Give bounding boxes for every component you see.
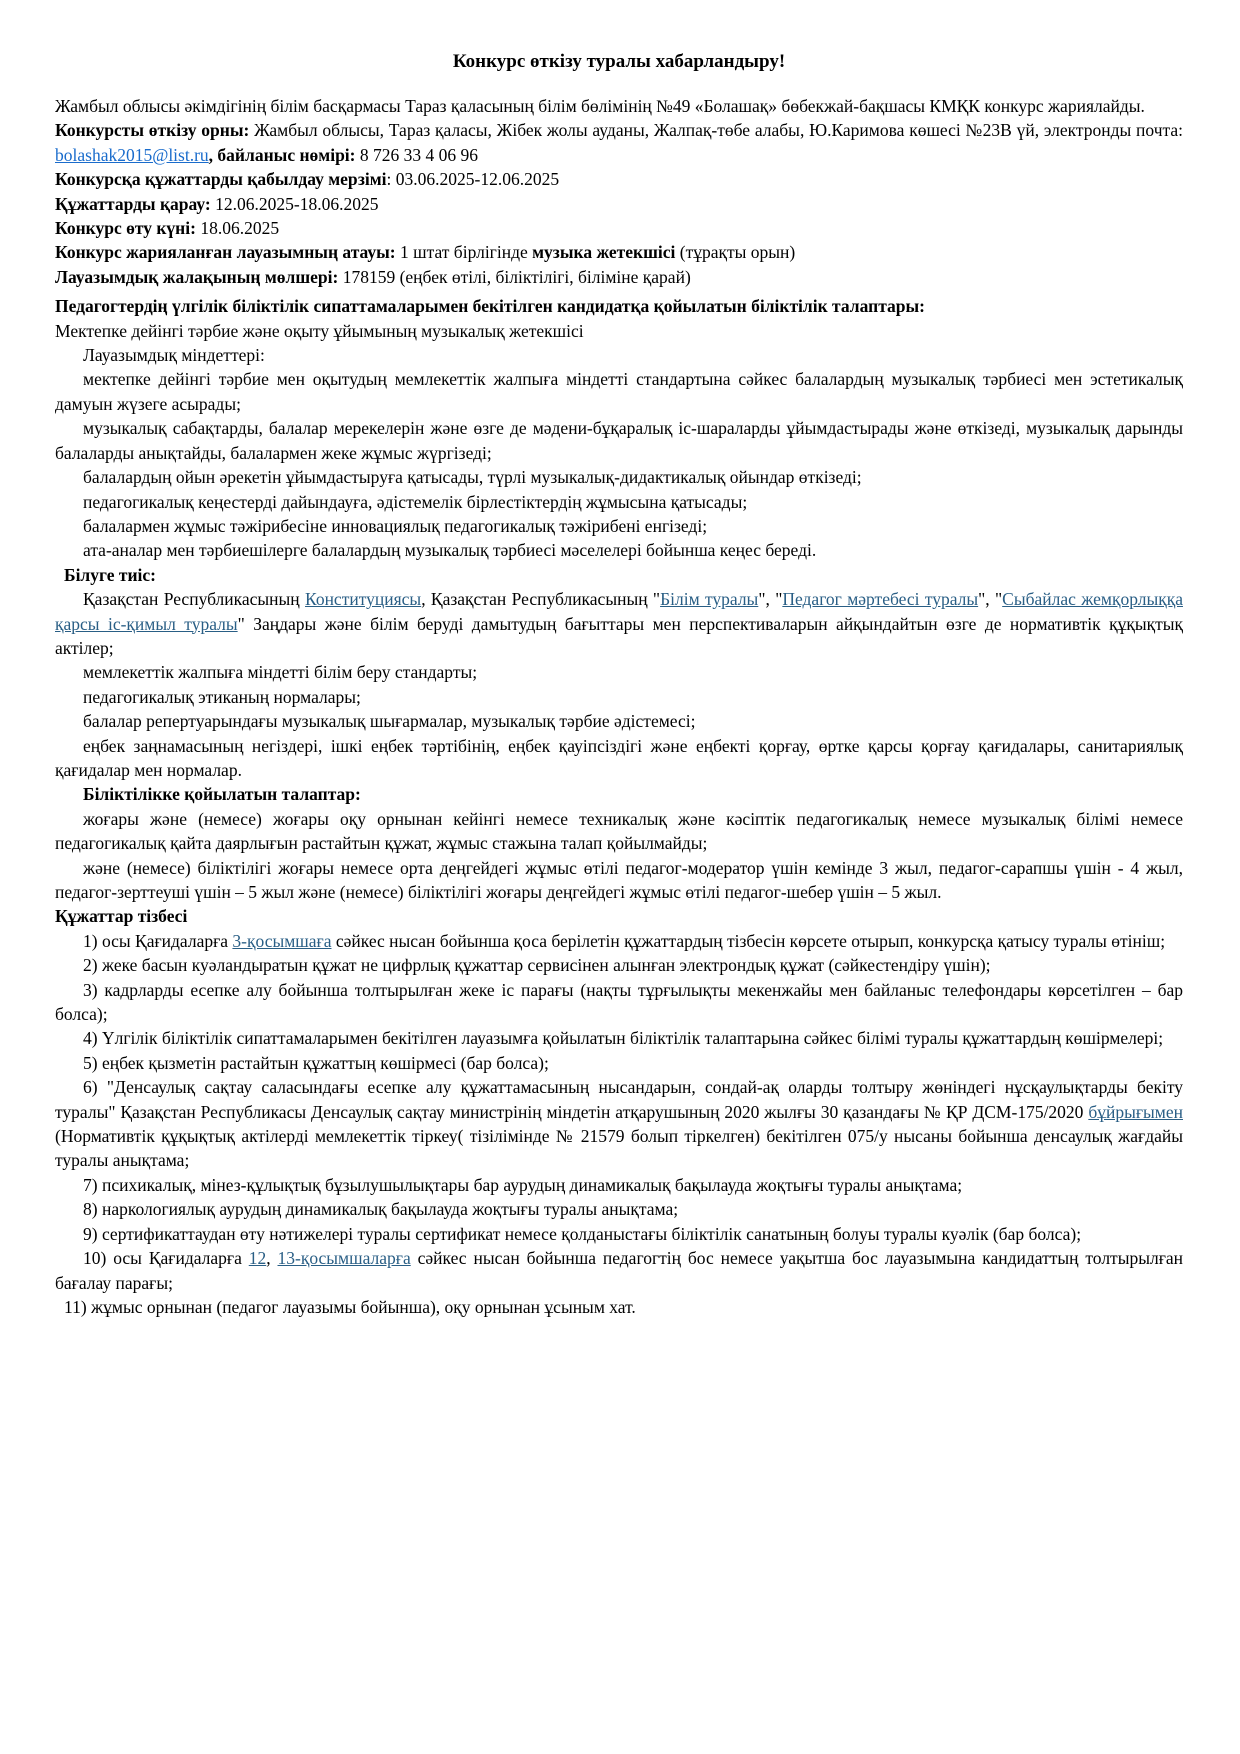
paragraph (55, 660, 1183, 684)
text-run: Қазақстан Республикасының (83, 589, 306, 610)
text-run: 11) жұмыс орнынан (педагог лауазымы бойынша), оқу орнынан ұсыным хат. (64, 1296, 636, 1317)
text-run: мектепке дейінгі тәрбие мен оқытудың мемлекеттік жалпыға міндетті стандартына сәйкес балалардың музыкалық тәрбиесі мен эстетикалық дамуын жүзеге асырады; (55, 369, 1183, 414)
paragraph (55, 709, 1183, 733)
text-run: , байланыс нөмірі: (208, 144, 360, 165)
text-run: 8) наркологиялық аурудың динамикалық бақылауда жоқтығы туралы анықтама; (83, 1199, 679, 1220)
text-run: 10) осы Қағидаларға (83, 1248, 249, 1269)
text-run: 1) осы Қағидаларға (83, 930, 233, 951)
paragraph (55, 216, 1183, 240)
paragraph (55, 490, 1183, 514)
paragraph (55, 192, 1183, 216)
text-run: Конкурсты өткізу орны: (55, 120, 255, 141)
document-title: Конкурс өткізу туралы хабарландыру! (452, 51, 786, 72)
text-run: жоғары және (немесе) жоғары оқу орнынан кейінгі немесе техникалық және кәсіптік педагогикалық немесе музыкалық білімі немесе педагогикалық қайта даярлығын растайтын құжат, жұмыс стажына талап қойылмайды; (55, 808, 1183, 854)
text-run: Лауазымдық жалақының мөлшері: (55, 266, 343, 287)
paragraph (55, 294, 1183, 318)
paragraph (55, 978, 1183, 1027)
pedagog-status-law-link[interactable]: Педагог мәртебесі туралы (782, 589, 979, 610)
text-run: " Заңдары және білім беруді дамытудың бағыттары мен перспективаларын айқындайтын өзге де нормативтік құқықтық актілер; (55, 613, 1184, 658)
annex13-link[interactable]: 13-қосымшаларға (277, 1248, 411, 1269)
paragraph (55, 807, 1183, 856)
text-run: ", " (978, 589, 1003, 610)
paragraph (55, 1197, 1183, 1221)
text-run: 9) сертификаттаудан өту нәтижелері туралы сертификат немесе қолданыстағы біліктілік санатының болуы туралы куәлік (бар болса); (83, 1223, 1082, 1244)
paragraph (55, 514, 1183, 538)
text-run: : 03.06.2025-12.06.2025 (386, 169, 560, 190)
constitution-link[interactable]: Конституциясы (305, 589, 422, 610)
text-run: Мектепке дейінгі тәрбие және оқыту ұйымының музыкалық жетекшісі (55, 320, 584, 341)
text-run: ата-аналар мен тәрбиешілерге балалардың музыкалық тәрбиесі мәселелері бойынша кеңес береді. (83, 540, 817, 561)
text-run: 12.06.2025-18.06.2025 (215, 193, 379, 214)
paragraph (55, 240, 1183, 264)
paragraph (55, 734, 1183, 783)
text-run: 6) "Денсаулық сақтау саласындағы есепке алу құжаттамасының нысандарын, сондай-ақ оларды толтыру жөніндегі нұсқаулықтарды бекіту туралы" Қазақстан Республикасы Денсаулық сақтау министрінің міндетін атқарушының 2020 жылғы 30 қазандағы № ҚР ДСМ-175/2020 (55, 1077, 1183, 1122)
text-run: мемлекеттік жалпыға міндетті білім беру стандарты; (83, 662, 478, 683)
text-run: балалар репертуарындағы музыкалық шығармалар, музыкалық тәрбие әдістемесі; (83, 711, 696, 732)
text-run: , (266, 1248, 278, 1269)
text-run: балалардың ойын әрекетін ұйымдастыруға қатысады, түрлі музыкалық-дидактикалық ойындар өткізеді; (83, 467, 862, 488)
text-run: 5) еңбек қызметін растайтын құжаттың көшірмесі (бар болса); (83, 1052, 549, 1073)
text-run: 3) кадрларды есепке алу бойынша толтырылған жеке іс парағы (нақты тұрғылықты мекенжайы мен байланыс телефондары көрсетілген – бар болса); (55, 979, 1183, 1025)
paragraph (55, 563, 1183, 587)
text-run: Конкурсқа құжаттарды қабылдау мерзімі (55, 169, 387, 190)
paragraph (55, 1222, 1183, 1246)
paragraph (55, 856, 1183, 905)
text-run: (тұрақты орын) (679, 242, 796, 263)
text-run: , Қазақстан Республикасының " (421, 589, 661, 610)
text-run: музыка жетекшісі (532, 242, 680, 263)
paragraph (55, 118, 1183, 167)
text-run: ", " (758, 589, 783, 610)
text-run: еңбек заңнамасының негіздері, ішкі еңбек тәртібінің, еңбек қауіпсіздігі және еңбекті қорғау, өртке қарсы қорғау қағидалары, санитариялық қағидалар мен нормалар. (55, 735, 1183, 780)
paragraph (55, 587, 1183, 660)
text-run: және (немесе) біліктілігі жоғары немесе орта деңгейдегі жұмыс өтілі педагог-модератор үшін кемінде 3 жыл, педагог-сарапшы үшін - 4 жыл, педагог-зерттеуші үшін – 5 жыл және (немесе) біліктілігі жоғары деңгейдегі жұмыс өтілі педагог-шебер үшін – 5 жыл. (55, 857, 1183, 902)
paragraph (55, 367, 1183, 416)
text-run: сәйкес нысан бойынша педагогтің бос немесе уақытша бос лауазымына кандидаттың толтырылған бағалау парағы; (55, 1248, 1184, 1293)
text-run: Педагогтердің үлгілік біліктілік сипаттамаларымен бекітілген кандидатқа қойылатын біліктілік талаптары: (55, 296, 925, 317)
email-link[interactable]: bolashak2015@list.ru (55, 144, 209, 165)
text-run: 8 726 33 4 06 96 (359, 144, 478, 165)
paragraph (55, 465, 1183, 489)
paragraph (55, 953, 1183, 977)
text-run: педагогикалық этиканың нормалары; (83, 686, 361, 707)
paragraph (55, 1051, 1183, 1075)
paragraph (55, 416, 1183, 465)
paragraph (55, 538, 1183, 562)
paragraph (55, 904, 1183, 928)
paragraph (55, 782, 1183, 806)
paragraph (55, 94, 1183, 118)
paragraph (55, 343, 1183, 367)
paragraph (55, 1075, 1183, 1173)
paragraph (55, 1295, 1183, 1319)
paragraph (55, 1173, 1183, 1197)
text-run: Лауазымдық міндеттері: (83, 345, 265, 366)
paragraph (55, 929, 1183, 953)
paragraph (55, 1026, 1183, 1050)
text-run: 2) жеке басын куәландыратын құжат не цифрлық құжаттар сервисінен алынған электрондық құжат (сәйкестендіру үшін); (83, 955, 991, 976)
text-run: Конкурс жарияланған лауазымның атауы: (55, 242, 400, 263)
text-run: Конкурс өту күні: (55, 218, 201, 239)
text-run: 1 штат бірлігінде (400, 242, 533, 263)
text-run: Біліктілікке қойылатын талаптар: (83, 784, 361, 805)
text-run: Құжаттар тізбесі (55, 906, 188, 927)
text-run: (Нормативтік құқықтық актілерді мемлекеттік тіркеу( тізілімінде № 21579 болып тіркелген) бекітілген 075/у нысаны бойынша денсаулық жағдайы туралы анықтама; (55, 1126, 1183, 1171)
text-run: Жамбыл облысы әкімдігінің білім басқармасы Тараз қаласының білім бөлімінің №49 «Болашақ» бөбекжай-бақшасы КМҚК конкурс жариялайды. (55, 96, 1145, 116)
text-run: Құжаттарды қарау: (55, 193, 216, 214)
annex3-link[interactable]: 3-қосымшаға (232, 930, 332, 951)
text-run: 4) Үлгілік біліктілік сипаттамаларымен бекітілген лауазымға қойылатын біліктілік талаптарына сәйкес білімі туралы құжаттардың көшірмелері; (83, 1028, 1164, 1049)
text-run: музыкалық сабақтарды, балалар мерекелерін және өзге де мәдени-бұқаралық іс-шараларды ұйымдастырады және өткізеді, музыкалық дарынды балаларды анықтайды, балалармен жеке жұмыс жүргізеді; (55, 418, 1183, 463)
text-run: педагогикалық кеңестерді дайындауға, әдістемелік бірлестіктердің жұмысына қатысады; (83, 491, 748, 512)
text-run: Жамбыл облысы, Тараз қаласы, Жібек жолы ауданы, Жалпақ-төбе алабы, Ю.Каримова көшесі №23В үй, электронды почта: (254, 120, 1184, 141)
annex12-link[interactable]: 12 (248, 1248, 267, 1269)
paragraph (55, 167, 1183, 191)
text-run: 18.06.2025 (200, 218, 280, 239)
text-run: сәйкес нысан бойынша қоса берілетін құжаттардың тізбесін көрсете отырып, конкурсқа қатысу туралы өтініш; (331, 930, 1166, 951)
document-body (55, 94, 1183, 1319)
education-law-link[interactable]: Білім туралы (660, 589, 759, 610)
text-run: балалармен жұмыс тәжірибесіне инновациялық педагогикалық тәжірибені енгізеді; (83, 515, 708, 536)
text-run: 7) психикалық, мінез-құлықтық бұзылушылықтары бар аурудың динамикалық бақылауда жоқтығы туралы анықтама; (83, 1174, 963, 1195)
paragraph (55, 1246, 1183, 1295)
anticorruption-law-link[interactable]: Сыбайлас жемқорлыққа қарсы іс-қимыл туралы (55, 589, 1183, 634)
text-run: Білуге тиіс: (64, 564, 156, 585)
paragraph (55, 319, 1183, 343)
order-link[interactable]: бұйрығымен (1088, 1101, 1183, 1122)
paragraph (55, 685, 1183, 709)
text-run: 178159 (еңбек өтілі, біліктілігі, біліміне қарай) (342, 266, 691, 287)
paragraph (55, 265, 1183, 289)
